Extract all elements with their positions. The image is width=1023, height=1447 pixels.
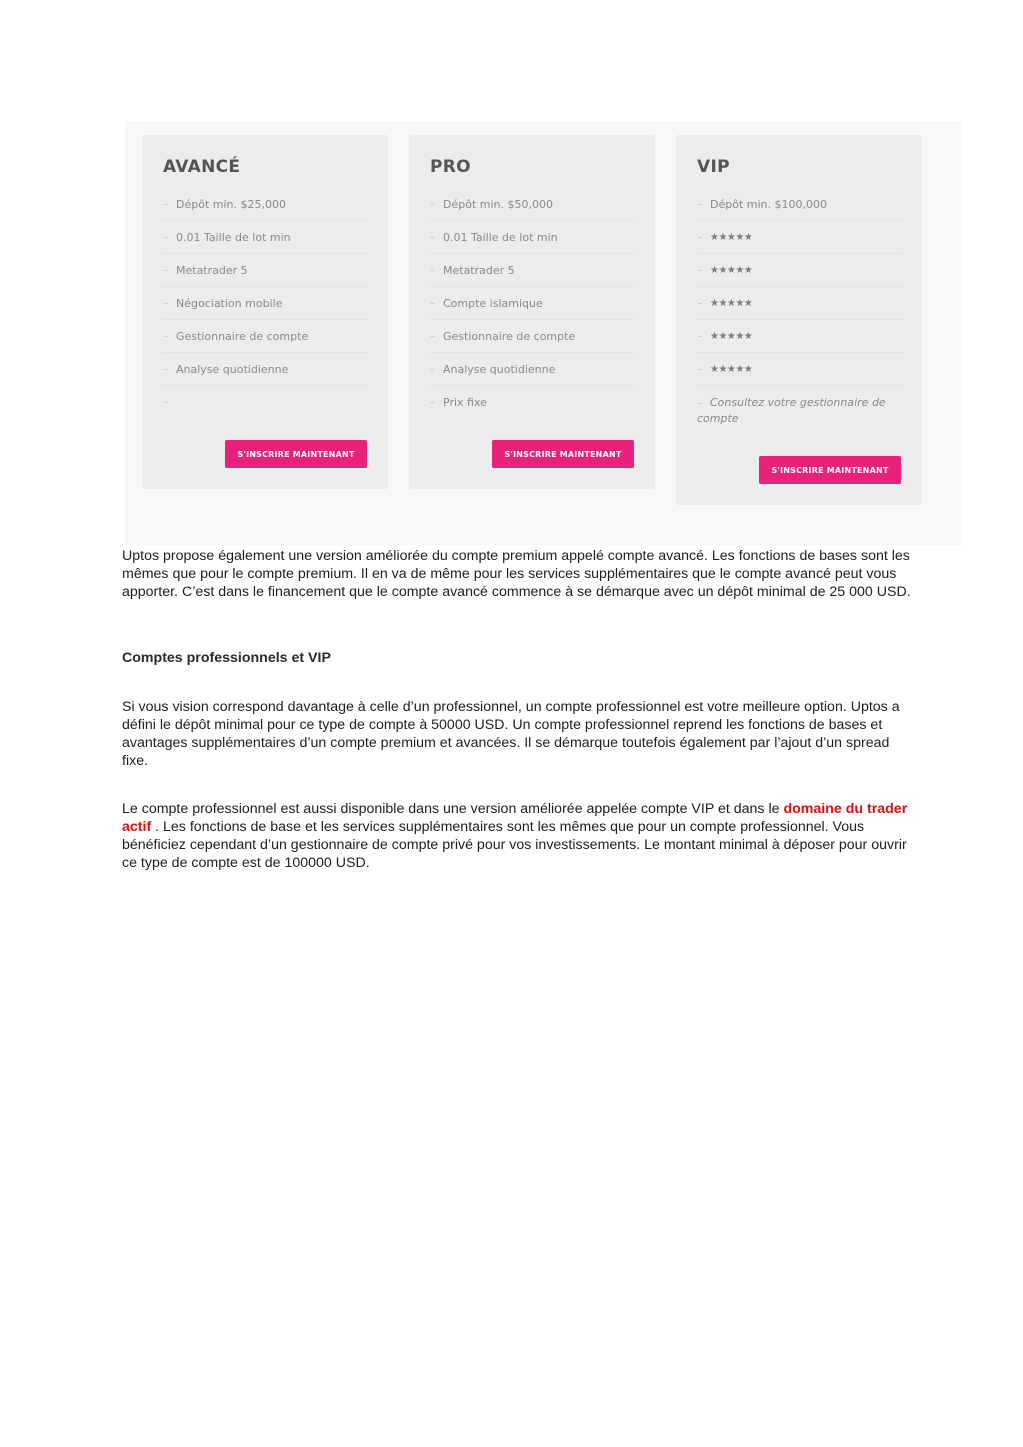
dash-icon: – xyxy=(163,396,168,408)
feature-item xyxy=(430,221,635,254)
feature-label: Prix fixe xyxy=(443,395,487,409)
feature-item xyxy=(430,353,635,386)
feature-item xyxy=(430,254,635,287)
card-title: PRO xyxy=(430,157,471,177)
feature-label: Consultez votre gestionnaire de compte xyxy=(697,396,886,425)
signup-button[interactable]: S'INSCRIRE MAINTENANT xyxy=(759,456,901,484)
feature-label: Dépôt min. $25,000 xyxy=(176,197,286,211)
star-rating-icon: ★★★★★ xyxy=(710,231,753,243)
dash-icon: – xyxy=(163,198,168,210)
feature-label: Gestionnaire de compte xyxy=(176,329,309,343)
feature-item xyxy=(163,320,368,353)
feature-label: Dépôt min. $100,000 xyxy=(710,197,827,211)
dash-icon: – xyxy=(163,264,168,276)
feature-label: Gestionnaire de compte xyxy=(443,329,576,343)
feature-label: Analyse quotidienne xyxy=(176,362,289,376)
dash-icon: – xyxy=(697,264,702,276)
dash-icon: – xyxy=(697,398,702,409)
paragraph-compte-vip xyxy=(122,800,912,872)
pricing-card-pro xyxy=(409,135,655,489)
dash-icon: – xyxy=(430,264,435,276)
dash-icon: – xyxy=(430,198,435,210)
dash-icon: – xyxy=(697,198,702,210)
paragraph-text: Le compte professionnel est aussi disponible dans une version améliorée appelée compte VIP et dans le xyxy=(122,801,784,817)
feature-item xyxy=(697,254,902,287)
feature-label: Compte islamique xyxy=(443,296,543,310)
dash-icon: – xyxy=(163,231,168,243)
dash-icon: – xyxy=(430,330,435,342)
feature-item xyxy=(697,287,902,320)
feature-item xyxy=(163,188,368,221)
feature-label: Négociation mobile xyxy=(176,296,283,310)
feature-item xyxy=(163,287,368,320)
star-rating-icon: ★★★★★ xyxy=(710,297,753,309)
star-rating-icon: ★★★★★ xyxy=(710,363,753,375)
dash-icon: – xyxy=(430,297,435,309)
feature-list xyxy=(163,188,368,418)
feature-label: Analyse quotidienne xyxy=(443,362,556,376)
card-title: AVANCÉ xyxy=(163,157,241,177)
feature-item xyxy=(697,353,902,386)
pricing-card-vip xyxy=(676,135,922,505)
feature-item xyxy=(697,221,902,254)
feature-item xyxy=(430,188,635,221)
feature-item xyxy=(697,188,902,221)
feature-label: Dépôt min. $50,000 xyxy=(443,197,553,211)
feature-item xyxy=(430,320,635,353)
feature-item xyxy=(163,386,368,418)
feature-item xyxy=(697,386,902,426)
paragraph-compte-pro: Si vous vision correspond davantage à celle d’un professionnel, un compte professionnel est votre meilleure option. Uptos a défini le dépôt minimal pour ce type de compte à 50000 USD. Un compte professionnel reprend les fonctions de bases et avantages supplémentaires d’un compte premium et avancées. Il se démarque toutefois également par l’ajout d’un spread fixe. xyxy=(122,699,900,769)
pricing-card-avance xyxy=(142,135,388,489)
signup-button[interactable]: S'INSCRIRE MAINTENANT xyxy=(225,440,367,468)
dash-icon: – xyxy=(430,396,435,408)
card-title: VIP xyxy=(697,157,730,177)
pricing-table-image xyxy=(125,121,962,545)
feature-item xyxy=(430,386,635,418)
paragraph-compte-avance: Uptos propose également une version améliorée du compte premium appelé compte avancé. Les fonctions de bases sont les mêmes que pour le compte premium. Il en va de même pour les services supplémentaires que le compte avancé peut vous apporter. C’est dans le financement que le compte avancé commence à se démarque avec un dépôt minimal de 25 000 USD. xyxy=(122,548,911,600)
feature-item xyxy=(697,320,902,353)
dash-icon: – xyxy=(163,363,168,375)
feature-label: Metatrader 5 xyxy=(443,263,515,277)
dash-icon: – xyxy=(163,297,168,309)
feature-list xyxy=(697,188,902,426)
dash-icon: – xyxy=(697,363,702,375)
dash-icon: – xyxy=(697,231,702,243)
feature-item xyxy=(163,221,368,254)
section-heading: Comptes professionnels et VIP xyxy=(122,650,331,666)
feature-label: Metatrader 5 xyxy=(176,263,248,277)
signup-button[interactable]: S'INSCRIRE MAINTENANT xyxy=(492,440,634,468)
feature-label: 0.01 Taille de lot min xyxy=(443,230,558,244)
paragraph-text: . Les fonctions de base et les services supplémentaires sont les mêmes que pour un compte professionnel. Vous bénéficiez cependant d’un gestionnaire de compte privé pour vos investissements. Le montant minimal à déposer pour ouvrir ce type de compte est de 100000 USD. xyxy=(122,819,907,871)
feature-item xyxy=(163,353,368,386)
dash-icon: – xyxy=(163,330,168,342)
dash-icon: – xyxy=(430,363,435,375)
trader-actif-link[interactable]: domaine du trader actif xyxy=(122,801,908,835)
dash-icon: – xyxy=(697,330,702,342)
feature-item xyxy=(430,287,635,320)
star-rating-icon: ★★★★★ xyxy=(710,330,753,342)
feature-list xyxy=(430,188,635,418)
star-rating-icon: ★★★★★ xyxy=(710,264,753,276)
dash-icon: – xyxy=(430,231,435,243)
feature-label: 0.01 Taille de lot min xyxy=(176,230,291,244)
feature-item xyxy=(163,254,368,287)
dash-icon: – xyxy=(697,297,702,309)
